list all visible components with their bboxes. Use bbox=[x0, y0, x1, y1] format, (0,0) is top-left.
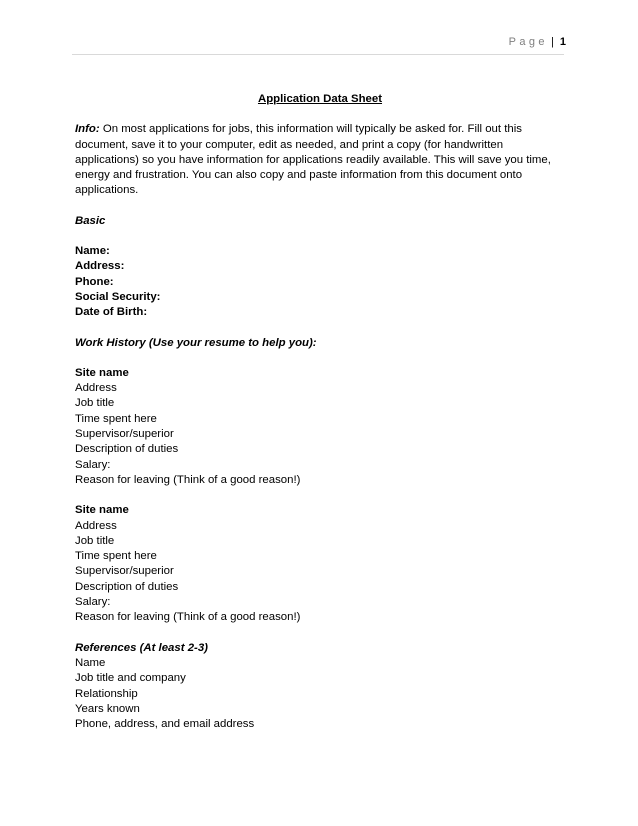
work-item: Address bbox=[75, 519, 117, 532]
basic-heading: Basic bbox=[75, 214, 106, 227]
page-word: Page bbox=[508, 36, 548, 48]
field-address: Address: bbox=[75, 260, 125, 273]
work-item: Reason for leaving (Think of a good reason!) bbox=[75, 611, 301, 624]
work-item: Salary: bbox=[75, 596, 111, 609]
basic-section-heading bbox=[75, 214, 565, 229]
reference-item: Years known bbox=[75, 702, 140, 715]
work-item: Description of duties bbox=[75, 443, 179, 456]
work-item: Reason for leaving (Think of a good reason!) bbox=[75, 473, 301, 486]
info-label: Info: bbox=[75, 123, 100, 136]
page-number: 1 bbox=[559, 36, 566, 48]
work-item: Job title bbox=[75, 397, 115, 410]
work-history-heading-block bbox=[75, 336, 565, 351]
work-item: Supervisor/superior bbox=[75, 565, 174, 578]
work-item: Job title bbox=[75, 534, 115, 547]
info-paragraph bbox=[75, 122, 565, 198]
work-item: Time spent here bbox=[75, 550, 157, 563]
header-rule bbox=[72, 54, 564, 55]
work-item: Salary: bbox=[75, 458, 111, 471]
page-separator: | bbox=[550, 36, 554, 48]
document-title: Application Data Sheet bbox=[257, 93, 383, 105]
reference-item: Phone, address, and email address bbox=[75, 718, 255, 731]
reference-item: Job title and company bbox=[75, 672, 186, 685]
site-name-label: Site name bbox=[75, 366, 129, 379]
work-item: Time spent here bbox=[75, 412, 157, 425]
field-name: Name: bbox=[75, 245, 110, 258]
work-item: Description of duties bbox=[75, 580, 179, 593]
info-text: On most applications for jobs, this information will typically be asked for. Fill out this document, save it to your computer, edit as needed, and print a copy (for handwritten applications) so you have information for applications readily available. This will save you time, energy and frustration. You can also copy and paste information from this document onto applications. bbox=[75, 123, 551, 197]
basic-fields bbox=[75, 244, 565, 320]
field-social-security: Social Security: bbox=[75, 290, 161, 303]
site-name-label: Site name bbox=[75, 504, 129, 517]
page-header bbox=[509, 36, 566, 48]
reference-item: Name bbox=[75, 656, 106, 669]
field-phone: Phone: bbox=[75, 275, 114, 288]
document-content bbox=[75, 92, 565, 747]
reference-item: Relationship bbox=[75, 687, 138, 700]
work-entry-1 bbox=[75, 366, 565, 488]
work-item: Address bbox=[75, 382, 117, 395]
work-item: Supervisor/superior bbox=[75, 428, 174, 441]
references-section bbox=[75, 641, 565, 733]
field-date-of-birth: Date of Birth: bbox=[75, 306, 148, 319]
work-history-heading: Work History (Use your resume to help you): bbox=[75, 336, 317, 349]
references-heading: References (At least 2-3) bbox=[75, 641, 208, 654]
work-entry-2 bbox=[75, 503, 565, 625]
